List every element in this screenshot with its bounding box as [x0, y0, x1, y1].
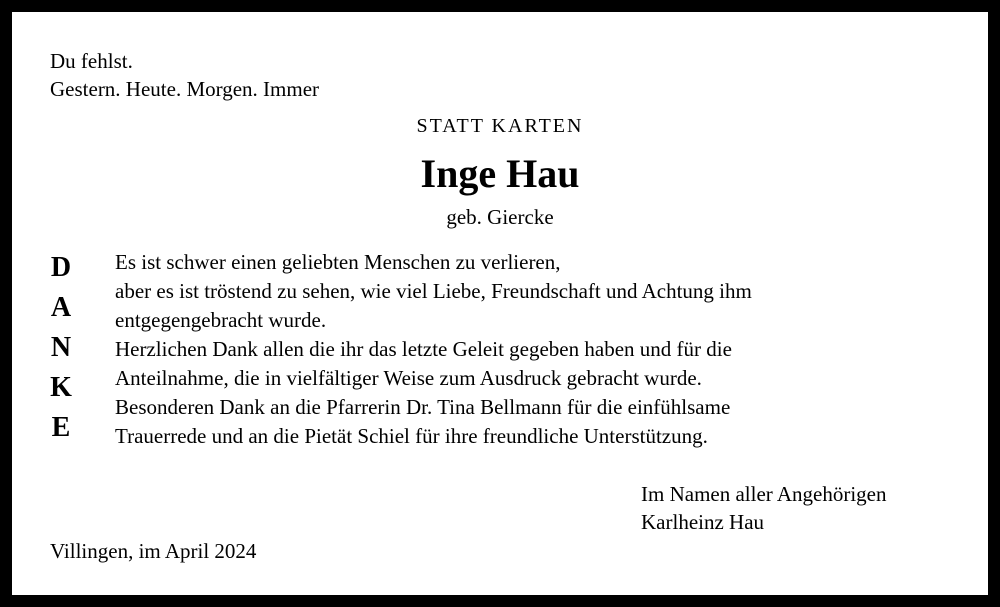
signature-line-2: Karlheinz Hau	[641, 510, 765, 534]
birth-name: geb. Giercke	[446, 205, 554, 229]
paragraph-1	[115, 248, 752, 335]
place-date: Villingen, im April 2024	[50, 539, 257, 563]
motto-line-1: Du fehlst.	[50, 49, 133, 73]
danke-letter: D	[50, 252, 72, 283]
danke-letter: E	[51, 412, 71, 443]
text-line: Trauerrede und an die Pietät Schiel für ihre freundliche Unterstützung.	[115, 424, 708, 448]
motto	[50, 47, 319, 103]
danke-vertical	[48, 248, 74, 448]
thanks-text	[115, 248, 752, 451]
paragraph-2	[115, 335, 752, 451]
motto-line-2: Gestern. Heute. Morgen. Immer	[50, 77, 320, 101]
danke-letter: A	[50, 292, 72, 323]
signature	[641, 480, 887, 536]
text-line: Anteilnahme, die in vielfältiger Weise zum Ausdruck gebracht wurde.	[115, 366, 702, 390]
deceased-name: Inge Hau	[420, 151, 580, 196]
statt-karten-heading: STATT KARTEN	[416, 115, 584, 137]
text-line: Herzlichen Dank allen die ihr das letzte Geleit gegeben haben und für die	[115, 337, 732, 361]
danke-letter: N	[50, 332, 72, 363]
text-line: Besonderen Dank an die Pfarrerin Dr. Tina Bellmann für die einfühlsame	[115, 395, 731, 419]
text-line: entgegengebracht wurde.	[115, 308, 327, 332]
signature-line-1: Im Namen aller Angehörigen	[641, 482, 887, 506]
text-line: aber es ist tröstend zu sehen, wie viel Liebe, Freundschaft und Achtung ihm	[115, 279, 752, 303]
text-line: Es ist schwer einen geliebten Menschen zu verlieren,	[115, 250, 561, 274]
danke-letter: K	[50, 372, 72, 403]
